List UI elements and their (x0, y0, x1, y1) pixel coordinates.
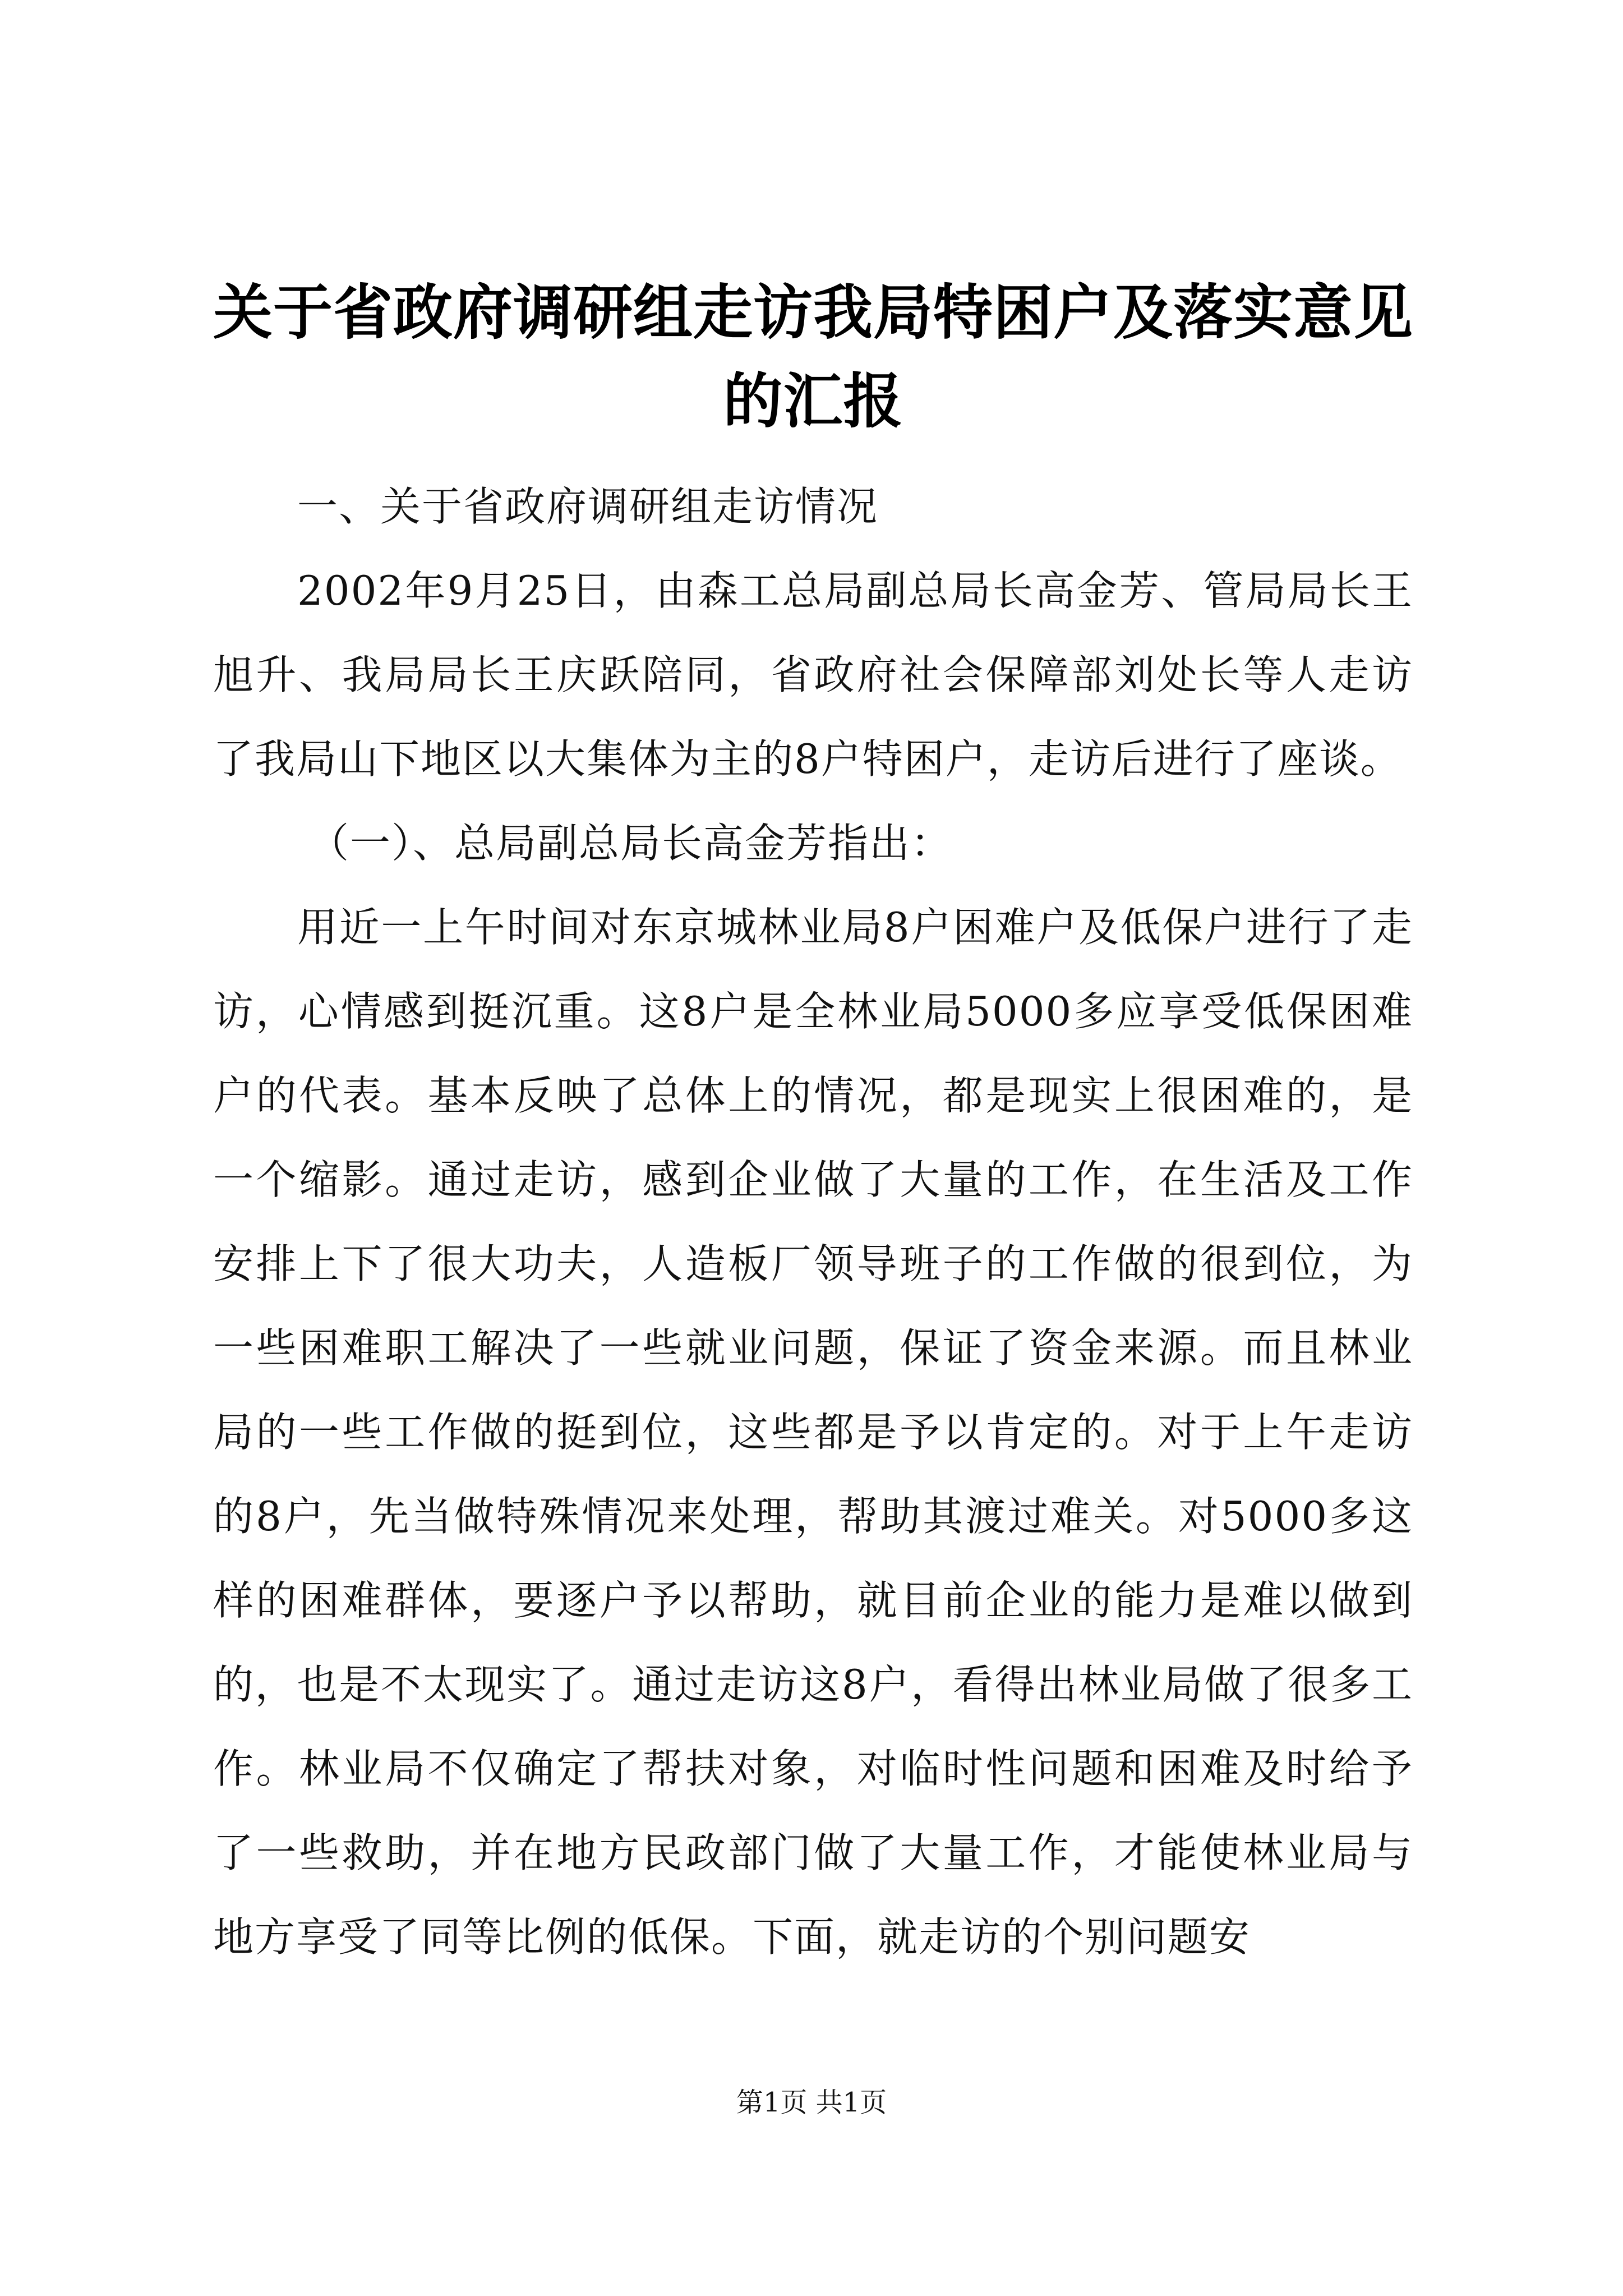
page-footer: 第1页 共1页 (736, 2087, 887, 2118)
body-paragraph: 2002年9月25日，由森工总局副总局长高金芳、管局局长王旭升、我局局长王庆跃陪同，省政府社会保障部刘处长等人走访了我局山下地区以大集体为主的8户特困户，走访后进行了座谈。 (213, 567, 1413, 783)
document-body (213, 464, 1413, 1979)
subsection-heading: （一）、总局副总局长高金芳指出： (308, 820, 953, 867)
section-heading: 一、关于省政府调研组走访情况 (297, 483, 879, 530)
document-title: 关于省政府调研组走访我局特困户及落实意见的汇报 (213, 277, 1413, 436)
body-paragraph: 用近一上午时间对东京城林业局8户困难户及低保户进行了走访，心情感到挺沉重。这8户是全林业局5000多应享受低保困难户的代表。基本反映了总体上的情况，都是现实上很困难的，是一个缩影。通过走访，感到企业做了大量的工作，在生活及工作安排上下了很大功夫，人造板厂领导班子的工作做的很到位，为一些困难职工解决了一些就业问题，保证了资金来源。而且林业局的一些工作做的挺到位，这些都是予以肯定的。对于上午走访的8户，先当做特殊情况来处理，帮助其渡过难关。对5000多这样的困难群体，要逐户予以帮助，就目前企业的能力是难以做到的，也是不太现实了。通过走访这8户，看得出林业局做了很多工作。林业局不仅确定了帮扶对象，对临时性问题和困难及时给予了一些救助，并在地方民政部门做了大量工作，才能使林业局与地方享受了同等比例的低保。下面，就走访的个别问题安 (213, 904, 1413, 1961)
